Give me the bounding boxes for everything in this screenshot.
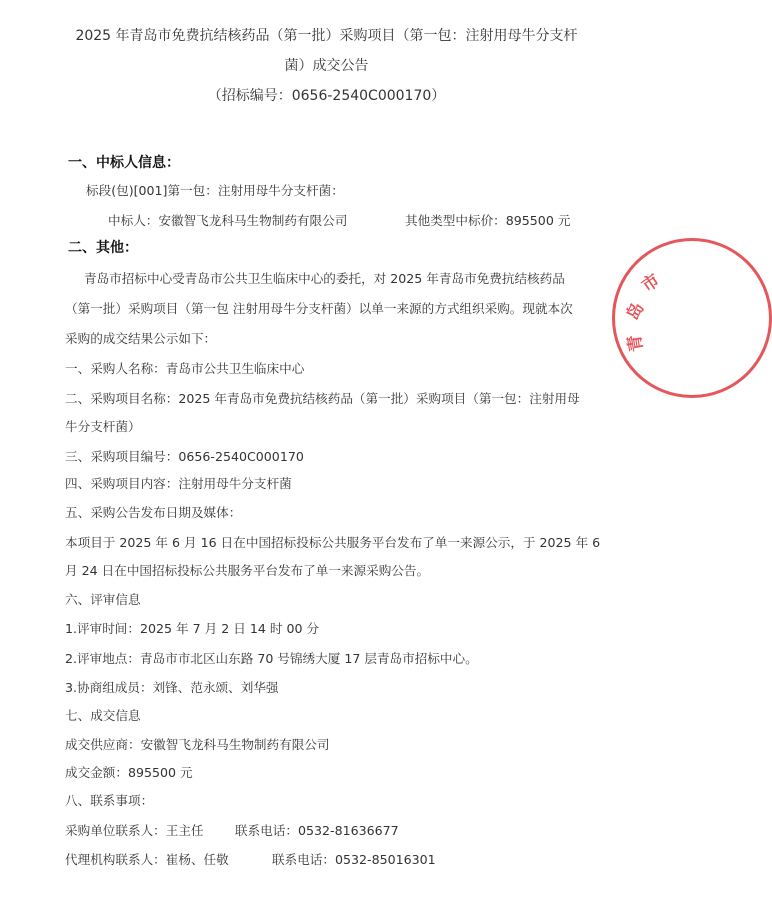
seal-char-1: 市: [638, 270, 664, 297]
contact-heading: 八、联系事项：: [65, 793, 154, 808]
agency-phone: 联系电话：0532-85016301: [272, 852, 436, 867]
review-members: 3.协商组成员：刘锋、范永颂、刘华强: [65, 680, 279, 695]
title-line-1: 2025 年青岛市免费抗结核药品（第一批）采购项目（第一包：注射用母牛分支杆: [75, 28, 578, 44]
official-seal: [612, 238, 772, 398]
seal-char-2: 岛: [623, 299, 649, 324]
tender-number: （招标编号：0656-2540C000170）: [207, 88, 446, 104]
seal-char-3: 青: [624, 332, 648, 354]
intro-para-line-3: 采购的成交结果公示如下：: [65, 331, 217, 346]
section2-heading: 二、其他：: [68, 240, 138, 256]
purchaser-contact: 采购单位联系人：王主任: [65, 823, 204, 838]
project-content: 四、采购项目内容：注射用母牛分支杆菌: [65, 476, 292, 491]
lot-line: 标段(包)[001]第一包：注射用母牛分支杆菌：: [86, 183, 344, 198]
section1-heading: 一、中标人信息：: [68, 155, 180, 171]
purchaser-phone: 联系电话：0532-81636677: [235, 823, 399, 838]
agency-contact: 代理机构联系人：崔杨、任敬: [65, 852, 229, 867]
intro-para-line-1: 青岛市招标中心受青岛市公共卫生临床中心的委托，对 2025 年青岛市免费抗结核药品: [84, 271, 565, 286]
purchaser-name: 一、采购人名称：青岛市公共卫生临床中心: [65, 361, 305, 376]
winner-price: 其他类型中标价：895500 元: [405, 213, 571, 228]
review-time: 1.评审时间：2025 年 7 月 2 日 14 时 00 分: [65, 621, 320, 636]
project-name-line-2: 牛分支杆菌）: [65, 419, 141, 434]
review-heading: 六、评审信息: [65, 592, 141, 607]
announce-text-line-2: 月 24 日在中国招标投标公共服务平台发布了单一来源采购公告。: [65, 563, 430, 578]
winner-line: 中标人：安徽智飞龙科马生物制药有限公司: [108, 213, 348, 228]
review-place: 2.评审地点：青岛市市北区山东路 70 号锦绣大厦 17 层青岛市招标中心。: [65, 651, 478, 666]
deal-supplier: 成交供应商：安徽智飞龙科马生物制药有限公司: [65, 737, 330, 752]
project-number: 三、采购项目编号：0656-2540C000170: [65, 449, 304, 464]
announce-heading: 五、采购公告发布日期及媒体：: [65, 505, 242, 520]
announce-text-line-1: 本项目于 2025 年 6 月 16 日在中国招标投标公共服务平台发布了单一来源公示，于 2025 年 6: [65, 535, 601, 550]
project-name-line-1: 二、采购项目名称：2025 年青岛市免费抗结核药品（第一批）采购项目（第一包：注射用母: [65, 391, 580, 406]
title-line-2: 菌）成交公告: [284, 58, 369, 74]
deal-heading: 七、成交信息: [65, 708, 141, 723]
intro-para-line-2: （第一批）采购项目（第一包 注射用母牛分支杆菌）以单一来源的方式组织采购。现就本次: [65, 301, 573, 316]
deal-amount: 成交金额：895500 元: [65, 765, 193, 780]
